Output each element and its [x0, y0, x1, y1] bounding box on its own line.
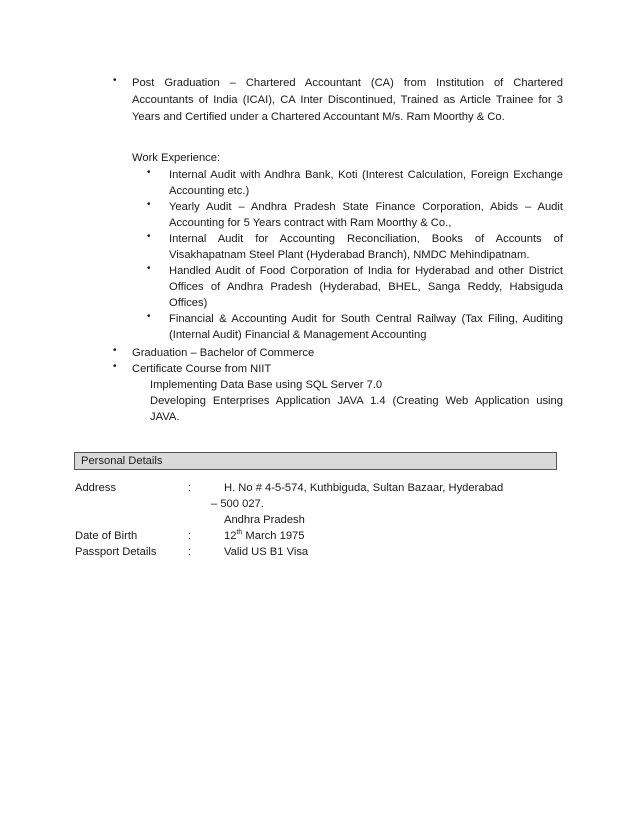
work-item [147, 231, 563, 263]
certificate-line-3: JAVA. [150, 411, 180, 423]
work-item [147, 311, 563, 343]
certificate-details [150, 377, 563, 425]
dob-row [75, 528, 555, 544]
work-item-5-line-1: Financial & Accounting Audit for South Central Railway (Tax Filing, Auditing [169, 313, 563, 325]
bullet-icon: • [147, 263, 151, 274]
colon: : [188, 546, 192, 558]
dob-label: Date of Birth [75, 530, 138, 542]
work-item [147, 263, 563, 311]
passport-label: Passport Details [75, 546, 157, 558]
work-item-1-line-1: Internal Audit with Andhra Bank, Koti (Interest Calculation, Foreign Exchange [169, 169, 563, 181]
bullet-icon: • [147, 167, 151, 178]
bullet-icon: • [113, 361, 117, 372]
certificate-title: Certificate Course from NIIT [132, 363, 272, 375]
bullet-icon: • [113, 75, 117, 86]
bullet-icon: • [147, 199, 151, 210]
education-item-certificate [113, 361, 563, 378]
colon: : [188, 482, 192, 494]
work-item-1-line-2: Accounting etc.) [169, 185, 250, 197]
graduation-text: Graduation – Bachelor of Commerce [132, 347, 315, 359]
section-title: Personal Details [81, 455, 163, 467]
certificate-line-2: Developing Enterprises Application JAVA 1.4 (Creating Web Application using [150, 395, 563, 407]
address-label: Address [75, 482, 117, 494]
work-item [147, 167, 563, 199]
certificate-line-1: Implementing Data Base using SQL Server 7.0 [150, 379, 383, 391]
address-row-continued [75, 496, 555, 512]
work-item-2-line-1: Yearly Audit – Andhra Pradesh State Finance Corporation, Abids – Audit [169, 201, 563, 213]
passport-value: Valid US B1 Visa [224, 546, 309, 558]
work-item-4-line-1: Handled Audit of Food Corporation of India for Hyderabad and other District [169, 265, 563, 277]
work-item-4-line-3: Offices) [169, 297, 208, 309]
work-item-4-line-2: Offices of Andhra Pradesh (Hyderabad, BHEL, Sanga Reddy, Habsiguda [169, 281, 563, 293]
address-line-2: – 500 027. [211, 498, 264, 510]
address-row [75, 480, 555, 496]
education-item-graduation [113, 345, 563, 362]
colon: : [188, 530, 192, 542]
education-item-postgrad [113, 75, 563, 126]
bullet-icon: • [147, 231, 151, 242]
work-experience-list [147, 167, 563, 343]
dob-rest: March 1975 [242, 530, 305, 542]
postgrad-line-2: Accountants of India (ICAI), CA Inter Discontinued, Trained as Article Trainee for 3 [132, 94, 563, 106]
bullet-icon: • [113, 345, 117, 356]
work-item-3-line-2: Visakhapatnam Steel Plant (Hyderabad Branch), NMDC Mehindipatnam. [169, 249, 530, 261]
postgrad-line-3: Years and Certified under a Chartered Accountant M/s. Ram Moorthy & Co. [132, 111, 505, 123]
personal-details [75, 480, 555, 560]
work-item-3-line-1: Internal Audit for Accounting Reconciliation, Books of Accounts of [169, 233, 563, 245]
bullet-icon: • [147, 311, 151, 322]
work-experience-heading: Work Experience: [132, 152, 221, 164]
work-item [147, 199, 563, 231]
passport-row [75, 544, 555, 560]
address-line-3: Andhra Pradesh [224, 514, 305, 526]
dob-suffix: th [236, 529, 243, 536]
dob-day: 12 [224, 530, 237, 542]
work-item-5-line-2: (Internal Audit) Financial & Management Accounting [169, 329, 427, 341]
work-item-2-line-2: Accounting for 5 Years contract with Ram Moorthy & Co., [169, 217, 452, 229]
dob-value [224, 528, 304, 544]
address-line-1: H. No # 4-5-574, Kuthbiguda, Sultan Bazaar, Hyderabad [224, 482, 504, 494]
postgrad-line-1: Post Graduation – Chartered Accountant (CA) from Institution of Chartered [132, 77, 563, 89]
personal-details-header [74, 452, 557, 470]
address-row-continued [75, 512, 555, 528]
